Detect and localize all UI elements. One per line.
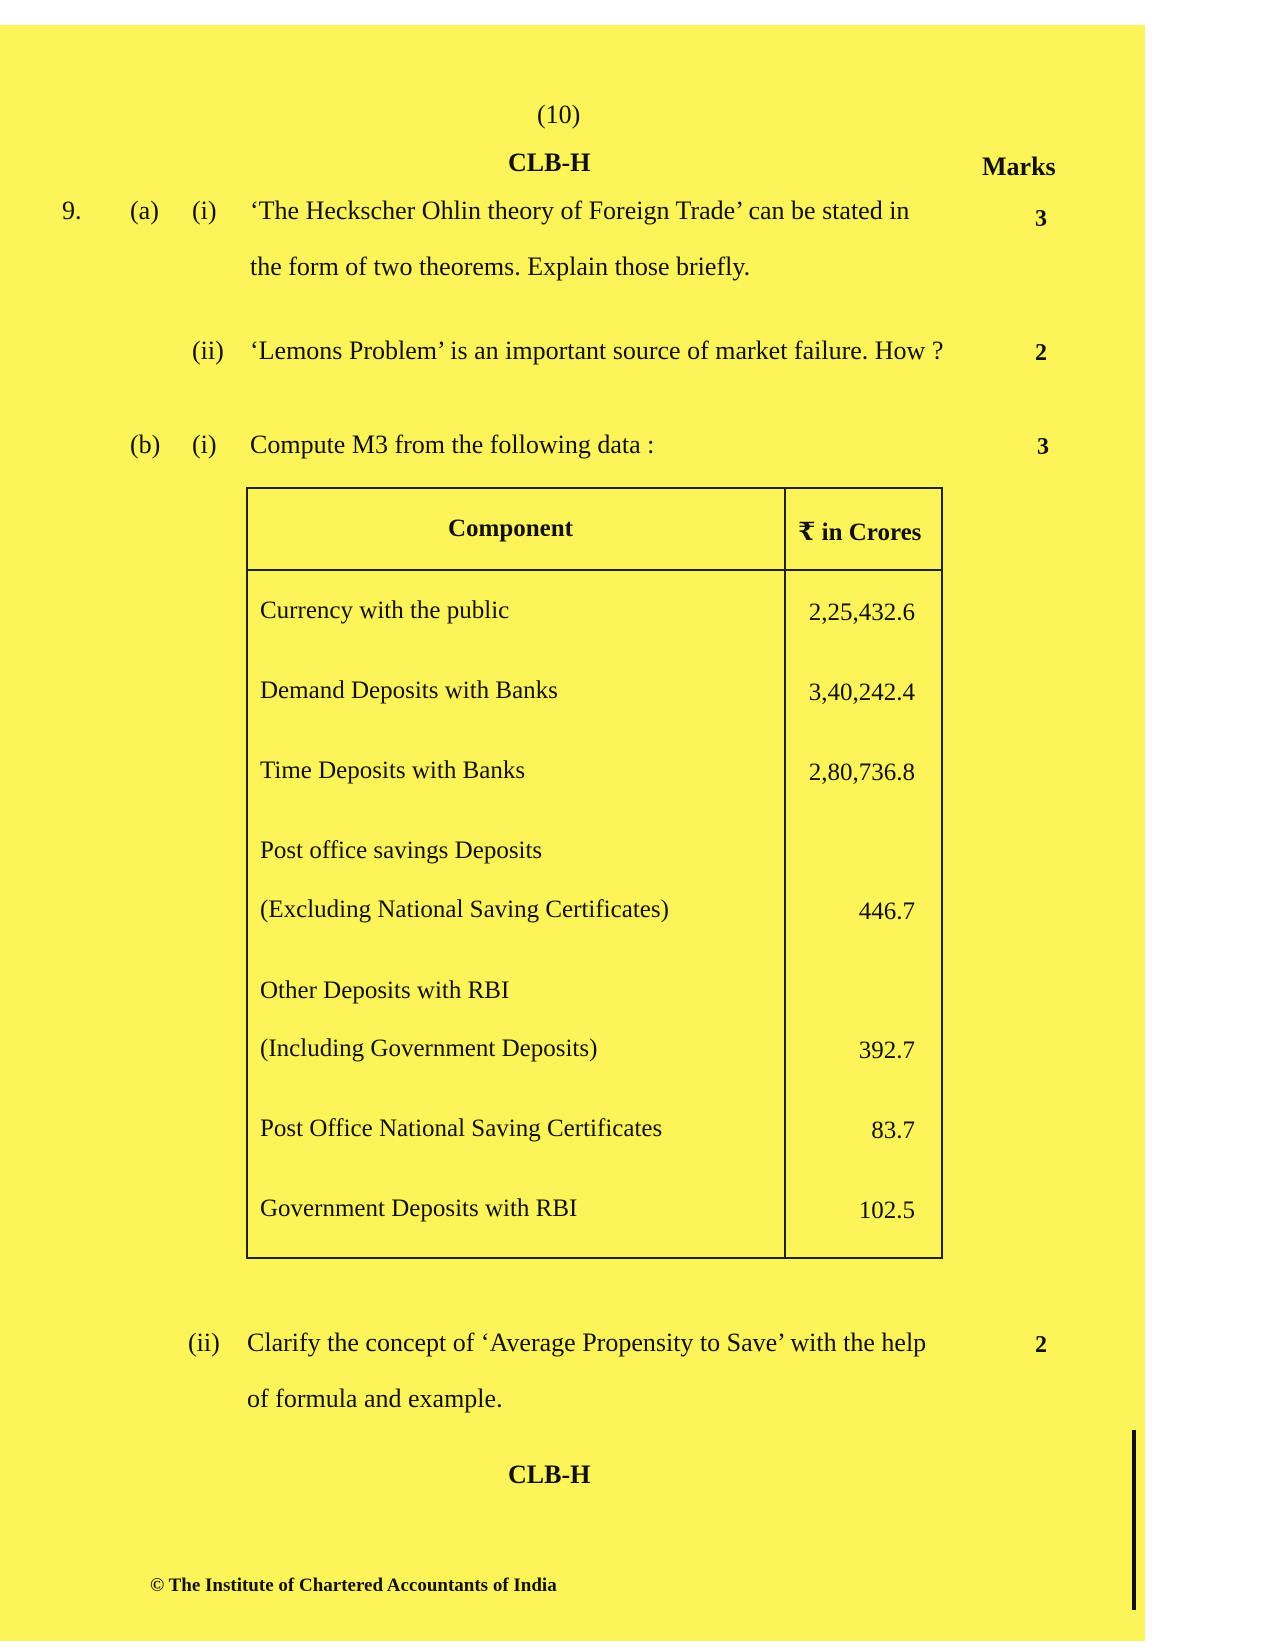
part-a-ii-text: ‘Lemons Problem’ is an important source of market failure. How ? — [250, 336, 944, 365]
part-a-i-marks: 3 — [1035, 206, 1047, 232]
row-value: 3,40,242.4 — [808, 679, 915, 706]
row-value: 392.7 — [858, 1037, 915, 1064]
row-value: 83.7 — [871, 1117, 915, 1144]
part-b-label: (b) — [130, 430, 161, 459]
paper-code-header: CLB-H — [508, 148, 591, 177]
marks-heading: Marks — [982, 152, 1056, 181]
part-b-ii-label: (ii) — [188, 1328, 220, 1357]
row-label: Post office savings Deposits — [260, 837, 543, 864]
question-number: 9. — [62, 196, 82, 225]
row-label: Currency with the public — [260, 597, 510, 624]
row-value: 446.7 — [858, 898, 915, 925]
paper-code-footer: CLB-H — [508, 1460, 591, 1489]
row-label: Government Deposits with RBI — [260, 1195, 578, 1222]
scan-edge-mark — [1132, 1430, 1136, 1610]
row-label: Demand Deposits with Banks — [260, 677, 558, 704]
row-label: Post Office National Saving Certificates — [260, 1115, 663, 1142]
part-b-i-marks: 3 — [1037, 434, 1049, 460]
row-label: Time Deposits with Banks — [260, 757, 526, 784]
table-header-divider — [248, 569, 941, 571]
row-label: Other Deposits with RBI — [260, 977, 510, 1004]
part-b-i-text: Compute M3 from the following data : — [250, 430, 655, 459]
copyright-notice: © The Institute of Chartered Accountants of India — [150, 1575, 557, 1596]
part-a-ii-marks: 2 — [1035, 340, 1047, 366]
part-a-i-label: (i) — [192, 196, 217, 225]
part-a-ii-label: (ii) — [192, 336, 224, 365]
header-component: Component — [448, 515, 574, 542]
row-label-continued: (Excluding National Saving Certificates) — [260, 896, 669, 923]
row-label-continued: (Including Government Deposits) — [260, 1035, 598, 1062]
m3-data-table — [246, 487, 943, 1259]
row-value: 102.5 — [858, 1197, 915, 1224]
row-value: 2,80,736.8 — [808, 759, 915, 786]
part-a-i-text-line1: ‘The Heckscher Ohlin theory of Foreign Trade’ can be stated in — [250, 196, 910, 225]
part-b-ii-marks: 2 — [1035, 1332, 1047, 1358]
part-a-i-text-line2: the form of two theorems. Explain those briefly. — [250, 252, 751, 281]
part-a-label: (a) — [130, 196, 159, 225]
part-b-ii-text-line1: Clarify the concept of ‘Average Propensity to Save’ with the help — [247, 1328, 927, 1357]
part-b-ii-text-line2: of formula and example. — [247, 1384, 503, 1413]
page-number: (10) — [537, 100, 581, 129]
row-value: 2,25,432.6 — [808, 599, 915, 626]
header-amount: ₹ in Crores — [798, 519, 922, 546]
part-b-i-label: (i) — [192, 430, 217, 459]
